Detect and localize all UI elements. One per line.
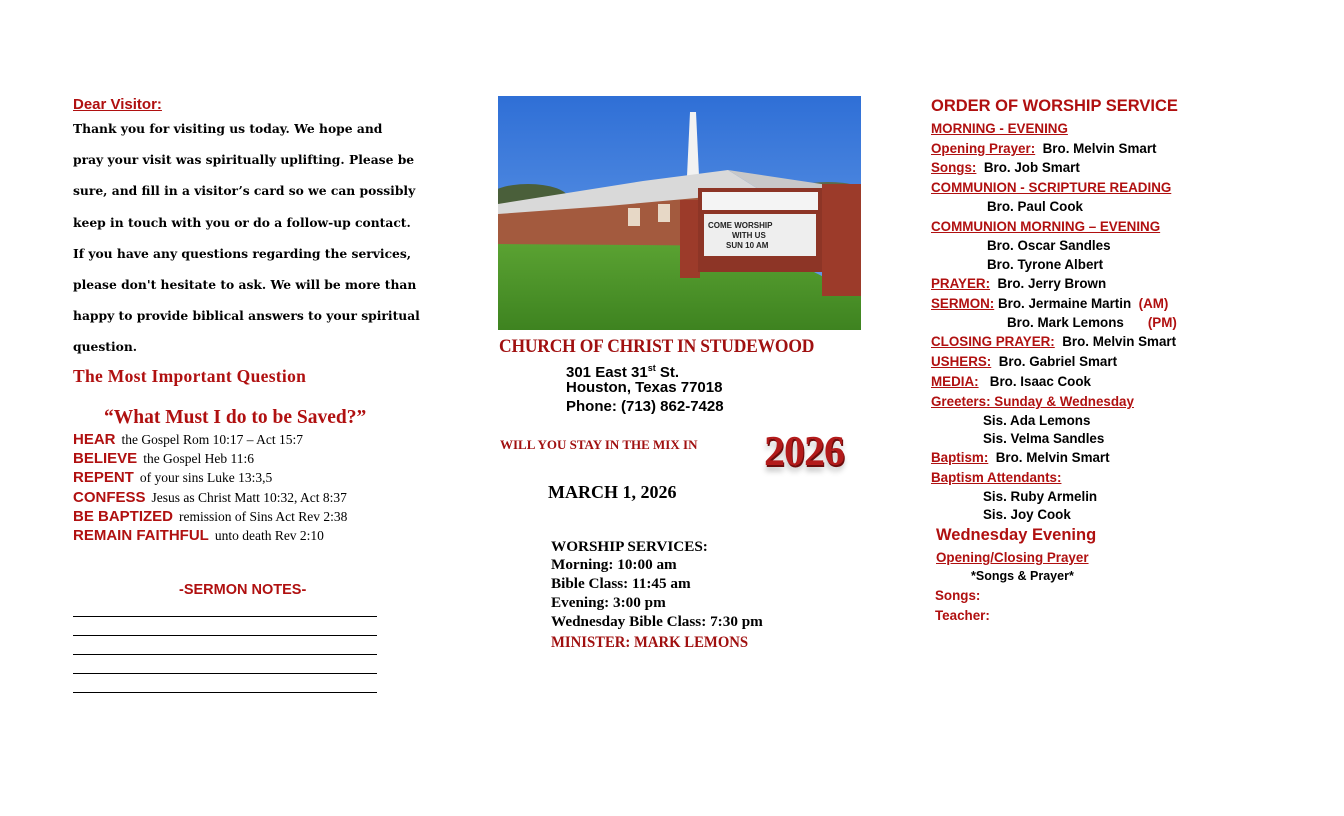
address-superscript: st <box>647 363 656 373</box>
ushers-name: Bro. Gabriel Smart <box>998 354 1118 369</box>
baptism-name: Bro. Melvin Smart <box>995 450 1110 465</box>
what-must-i-do-heading: “What Must I do to be Saved?” <box>104 407 367 428</box>
prayer-name: Bro. Jerry Brown <box>997 276 1107 291</box>
baptism-attendant: Sis. Joy Cook <box>983 507 1071 522</box>
communion-reader: Bro. Paul Cook <box>987 199 1083 214</box>
step-keyword: HEAR <box>73 431 116 448</box>
step-keyword: CONFESS <box>73 488 146 506</box>
sermon-name-am: Bro. Jermaine Martin <box>997 296 1132 311</box>
opening-closing-prayer-heading: Opening/Closing Prayer <box>936 550 1089 565</box>
welcome-line: pray your visit was spiritually uplifting. Please be <box>73 152 415 168</box>
worship-services-heading: WORSHIP SERVICES: <box>551 538 708 555</box>
welcome-paragraph <box>73 113 433 363</box>
welcome-line: please don't hesitate to ask. We will be more than <box>73 277 417 293</box>
salvation-step <box>73 468 347 487</box>
phone-number: Phone: (713) 862-7428 <box>566 398 724 415</box>
sign-line-1: COME WORSHIP <box>708 221 773 230</box>
ushers-label: USHERS: <box>931 354 992 369</box>
step-text: the Gospel Heb 11:6 <box>143 451 255 467</box>
wednesday-evening-heading: Wednesday Evening <box>936 526 1097 544</box>
year-graphic: 2026 <box>764 429 844 475</box>
ushers-row <box>931 352 1117 371</box>
sign-line-2: WITH US <box>732 231 766 240</box>
greeters-heading: Greeters: Sunday & Wednesday <box>931 394 1134 409</box>
sign-line-3: SUN 10 AM <box>726 241 769 250</box>
address-street: 301 East 31 <box>566 364 648 381</box>
sermon-notes-heading: -SERMON NOTES- <box>179 582 307 598</box>
step-text: remission of Sins Act Rev 2:38 <box>179 508 348 524</box>
step-text: of your sins Luke 13:3,5 <box>139 470 273 486</box>
baptism-row <box>931 448 1110 467</box>
worship-time: Bible Class: 11:45 am <box>551 575 691 592</box>
songs-row <box>931 158 1080 177</box>
greeter-name: Sis. Ada Lemons <box>983 413 1091 428</box>
salvation-step <box>73 449 347 468</box>
address-line-2: Houston, Texas 77018 <box>566 379 723 396</box>
greeter-name: Sis. Velma Sandles <box>983 431 1105 446</box>
songs-name: Bro. Job Smart <box>983 160 1080 175</box>
welcome-line: Thank you for visiting us today. We hope and <box>73 121 383 136</box>
salvation-steps-list <box>73 430 347 545</box>
salvation-step <box>73 526 347 545</box>
media-name: Bro. Isaac Cook <box>989 374 1091 389</box>
communion-server: Bro. Tyrone Albert <box>987 257 1104 272</box>
dear-visitor-heading: Dear Visitor: <box>73 96 162 113</box>
media-row <box>931 372 1091 391</box>
welcome-line: happy to provide biblical answers to your spiritual <box>73 308 420 324</box>
welcome-line: sure, and fill in a visitor’s card so we can possibly <box>73 183 416 199</box>
media-label: MEDIA: <box>931 374 979 389</box>
church-name: CHURCH OF CHRIST IN STUDEWOOD <box>499 336 815 357</box>
songs-and-prayer: *Songs & Prayer* <box>971 569 1074 583</box>
closing-prayer-row <box>931 332 1176 351</box>
opening-prayer-row <box>931 139 1157 158</box>
sermon-name-pm: Bro. Mark Lemons <box>1007 315 1124 330</box>
communion-server: Bro. Oscar Sandles <box>987 238 1111 253</box>
bulletin-date: MARCH 1, 2026 <box>548 482 677 502</box>
opening-prayer-name: Bro. Melvin Smart <box>1042 141 1157 156</box>
sermon-row <box>931 294 1168 313</box>
salvation-step <box>73 430 347 449</box>
church-photo-illustration <box>498 96 861 330</box>
sermon-label: SERMON: <box>931 296 995 311</box>
welcome-line: keep in touch with you or do a follow-up contact. <box>73 214 411 230</box>
note-line <box>73 654 377 655</box>
closing-prayer-name: Bro. Melvin Smart <box>1062 334 1177 349</box>
address-street-suffix: St. <box>655 364 680 381</box>
opening-prayer-label: Opening Prayer: <box>931 141 1036 156</box>
step-text: unto death Rev 2:10 <box>214 527 324 543</box>
mix-question: WILL YOU STAY IN THE MIX IN <box>500 437 698 452</box>
prayer-row <box>931 274 1106 293</box>
most-important-question-heading: The Most Important Question <box>73 366 307 386</box>
church-photo <box>498 96 861 330</box>
wednesday-teacher-label: Teacher: <box>935 608 990 623</box>
songs-label: Songs: <box>931 160 977 175</box>
salvation-step <box>73 488 347 507</box>
order-of-worship-heading: ORDER OF WORSHIP SERVICE <box>931 97 1178 115</box>
step-keyword: REPENT <box>73 469 134 487</box>
baptism-attendant: Sis. Ruby Armelin <box>983 489 1098 504</box>
prayer-label: PRAYER: <box>931 276 991 291</box>
salvation-step <box>73 507 347 526</box>
step-keyword: BE BAPTIZED <box>73 507 174 525</box>
baptism-attendants-heading: Baptism Attendants: <box>931 470 1062 485</box>
sermon-row-pm <box>1007 313 1177 332</box>
welcome-line: If you have any questions regarding the services, <box>73 245 412 261</box>
step-keyword: REMAIN FAITHFUL <box>73 526 209 544</box>
sermon-am-tag: (AM) <box>1138 296 1169 311</box>
step-text: the Gospel Rom 10:17 – Act 15:7 <box>121 432 304 447</box>
communion-scripture-heading: COMMUNION - SCRIPTURE READING <box>931 180 1172 195</box>
step-keyword: BELIEVE <box>73 450 138 468</box>
closing-prayer-label: CLOSING PRAYER: <box>931 334 1055 349</box>
note-line <box>73 673 377 674</box>
baptism-label: Baptism: <box>931 450 989 465</box>
note-line <box>73 635 377 636</box>
wednesday-songs-label: Songs: <box>935 588 981 603</box>
sermon-pm-tag: (PM) <box>1147 315 1177 330</box>
communion-morning-evening-heading: COMMUNION MORNING – EVENING <box>931 219 1161 234</box>
note-line <box>73 692 377 693</box>
worship-time: Evening: 3:00 pm <box>551 594 666 611</box>
note-line <box>73 616 377 617</box>
minister-name: MINISTER: MARK LEMONS <box>551 634 749 651</box>
worship-time: Morning: 10:00 am <box>551 556 677 573</box>
morning-evening-heading: MORNING - EVENING <box>931 121 1068 136</box>
welcome-line: question. <box>73 339 138 355</box>
worship-time: Wednesday Bible Class: 7:30 pm <box>551 613 763 630</box>
step-text: Jesus as Christ Matt 10:32, Act 8:37 <box>151 489 347 505</box>
